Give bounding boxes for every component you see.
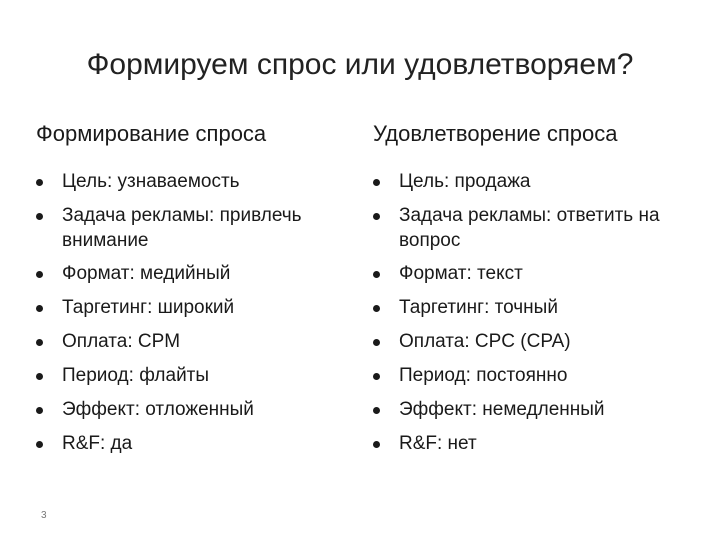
bullet-text: Формат: медийный xyxy=(62,263,231,284)
bullet-item xyxy=(373,200,703,255)
bullet-icon xyxy=(373,179,380,186)
bullet-item xyxy=(373,326,703,357)
left-column xyxy=(36,120,356,462)
bullet-icon xyxy=(373,339,380,346)
bullet-item xyxy=(373,166,703,197)
page-number: 3 xyxy=(41,510,47,521)
bullet-item xyxy=(36,394,356,425)
bullet-text: Задача рекламы: привлечь xyxy=(62,205,302,226)
bullet-icon xyxy=(36,179,43,186)
bullet-text: Цель: продажа xyxy=(399,171,531,192)
bullet-item xyxy=(36,166,356,197)
bullet-item xyxy=(373,258,703,289)
bullet-icon xyxy=(36,407,43,414)
bullet-icon xyxy=(36,339,43,346)
bullet-icon xyxy=(36,441,43,448)
bullet-text: R&F: нет xyxy=(399,433,477,454)
left-column-heading: Формирование спроса xyxy=(36,121,267,146)
bullet-item xyxy=(373,292,703,323)
right-column-heading: Удовлетворение спроса xyxy=(373,121,618,146)
bullet-text: Таргетинг: точный xyxy=(399,297,558,318)
right-bullet-list xyxy=(373,166,703,459)
right-column xyxy=(373,120,703,462)
bullet-text: Оплата: CPC (CPA) xyxy=(399,331,571,352)
bullet-text: Формат: текст xyxy=(399,263,523,284)
bullet-text: Период: флайты xyxy=(62,365,210,386)
bullet-item xyxy=(373,394,703,425)
bullet-text: Задача рекламы: ответить на xyxy=(399,205,660,226)
bullet-text: R&F: да xyxy=(62,433,133,454)
bullet-icon xyxy=(373,373,380,380)
bullet-icon xyxy=(373,407,380,414)
bullet-item xyxy=(36,428,356,459)
bullet-item xyxy=(36,292,356,323)
bullet-item xyxy=(36,360,356,391)
slide-title: Формируем спрос или удовлетворяем? xyxy=(86,48,634,81)
bullet-text: Период: постоянно xyxy=(399,365,568,386)
bullet-item xyxy=(36,326,356,357)
bullet-icon xyxy=(36,213,43,220)
bullet-icon xyxy=(373,213,380,220)
bullet-icon xyxy=(36,305,43,312)
bullet-text: Оплата: CPM xyxy=(62,331,181,352)
bullet-text: Эффект: немедленный xyxy=(399,399,605,420)
bullet-item xyxy=(373,360,703,391)
bullet-text-continuation: вопрос xyxy=(399,230,461,251)
left-bullet-list xyxy=(36,166,356,459)
bullet-item xyxy=(36,258,356,289)
bullet-icon xyxy=(373,305,380,312)
bullet-icon xyxy=(36,271,43,278)
bullet-icon xyxy=(373,271,380,278)
bullet-item xyxy=(36,200,356,255)
bullet-item xyxy=(373,428,703,459)
bullet-text: Эффект: отложенный xyxy=(62,399,254,420)
bullet-icon xyxy=(373,441,380,448)
bullet-icon xyxy=(36,373,43,380)
bullet-text: Таргетинг: широкий xyxy=(62,297,235,318)
bullet-text: Цель: узнаваемость xyxy=(62,171,240,192)
bullet-text-continuation: внимание xyxy=(62,230,149,251)
